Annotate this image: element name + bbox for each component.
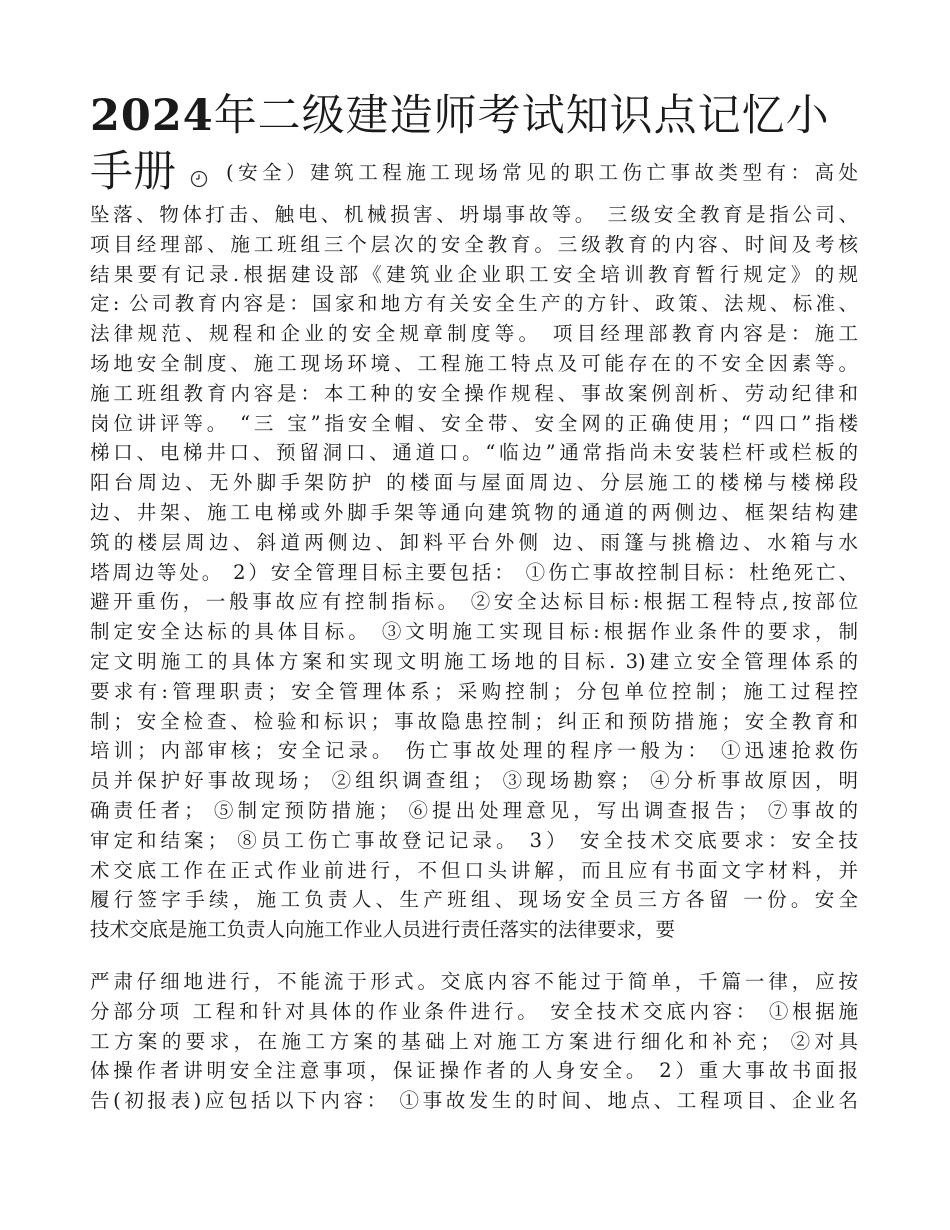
document-title-line-2: 手册 xyxy=(90,147,176,197)
text-line: 分部分项 工程和针对具体的作业条件进行。 安全技术交底内容： ①根据施 xyxy=(90,999,858,1023)
text-line: 体操作者讲明安全注意事项，保证操作者的人身安全。 2）重大事故书面报 xyxy=(90,1059,858,1083)
text-line: 确责任者； ⑤制定预防措施； ⑥提出处理意见，写出调查报告； ⑦事故的 xyxy=(90,798,858,822)
text-line: 术交底工作在正式作业前进行，不但口头讲解，而且应有书面文字材料，并 xyxy=(90,858,858,882)
paragraph-1 xyxy=(90,200,858,945)
text-line: 项目经理部、施工班组三个层次的安全教育。三级教育的内容、时间及考核 xyxy=(90,232,858,256)
text-line: 制；安全检查、检验和标识；事故隐患控制；纠正和预防措施；安全教育和 xyxy=(90,709,858,733)
title-text: 年二级建造师考试知识点记忆小 xyxy=(213,91,830,141)
text-line: 审定和结案； ⑧员工伤亡事故登记记录。 3） 安全技术交底要求：安全技 xyxy=(90,828,858,852)
text-line: 场地安全制度、施工现场环境、工程施工特点及可能存在的不安全因素等。 xyxy=(90,351,858,375)
text-line: 员并保护好事故现场； ②组织调查组； ③现场勘察； ④分析事故原因，明 xyxy=(90,769,858,793)
text-line: 告(初报表)应包括以下内容： ①事故发生的时间、地点、工程项目、企业名 xyxy=(90,1089,858,1113)
text-line: 筑的楼层周边、斜道两侧边、卸料平台外侧 边、雨篷与挑檐边、水箱与水 xyxy=(90,530,858,554)
text-line: 履行签字手续，施工负责人、生产班组、现场安全员三方各留 一份。安全 xyxy=(90,888,858,912)
text-line: 塔周边等处。 2）安全管理目标主要包括： ①伤亡事故控制目标：杜绝死亡、 xyxy=(90,560,858,584)
paragraph-1-first-line: (安全）建筑工程施工现场常见的职工伤亡事故类型有：高处 xyxy=(226,161,858,185)
title-year: 2024 xyxy=(90,91,214,141)
title-line-2-row xyxy=(90,144,858,200)
text-line: 避开重伤，一般事故应有控制指标。 ②安全达标目标:根据工程特点,按部位 xyxy=(90,590,858,614)
text-line: 结果要有记录.根据建设部《建筑业企业职工安全培训教育暂行规定》的规 xyxy=(90,262,858,286)
text-line: 阳台周边、无外脚手架防护 的楼面与屋面周边、分层施工的楼梯与楼梯段 xyxy=(90,471,858,495)
text-line: 岗位讲评等。 “三 宝”指安全帽、安全带、安全网的正确使用；“四口”指楼 xyxy=(90,411,858,435)
text-line: 坠落、物体打击、触电、机械损害、坍塌事故等。 三级安全教育是指公司、 xyxy=(90,203,858,226)
document-title-line-1 xyxy=(90,88,858,144)
paragraph-2 xyxy=(90,967,858,1116)
text-line: 定文明施工的具体方案和实现文明施工场地的目标. 3)建立安全管理体系的 xyxy=(90,649,858,673)
text-line: 技术交底是施工负责人向施工作业人员进行责任落实的法律要求，要 xyxy=(90,918,676,942)
text-line: 定: 公司教育内容是：国家和地方有关安全生产的方针、政策、法规、标准、 xyxy=(90,292,858,316)
text-line: 梯口、电梯井口、预留洞口、通道口。“临边”通常指尚未安装栏杆或栏板的 xyxy=(90,441,858,465)
clock-icon xyxy=(188,168,210,190)
document-page xyxy=(90,88,858,1116)
text-line: 工方案的要求，在施工方案的基础上对施工方案进行细化和补充； ②对具 xyxy=(90,1029,858,1053)
text-line: 培训；内部审核；安全记录。 伤亡事故处理的程序一般为： ①迅速抢救伤 xyxy=(90,739,858,763)
text-line: 法律规范、规程和企业的安全规章制度等。 项目经理部教育内容是：施工 xyxy=(90,322,858,346)
text-line: 施工班组教育内容是：本工种的安全操作规程、事故案例剖析、劳动纪律和 xyxy=(90,381,858,405)
text-line: 制定安全达标的具体目标。 ③文明施工实现目标:根据作业条件的要求，制 xyxy=(90,620,858,644)
text-line: 严肃仔细地进行，不能流于形式。交底内容不能过于简单，千篇一律，应按 xyxy=(90,969,858,993)
text-line: 要求有:管理职责；安全管理体系；采购控制；分包单位控制；施工过程控 xyxy=(90,679,858,703)
text-line: 边、井架、施工电梯或外脚手架等通向建筑物的通道的两侧边、框架结构建 xyxy=(90,500,858,524)
